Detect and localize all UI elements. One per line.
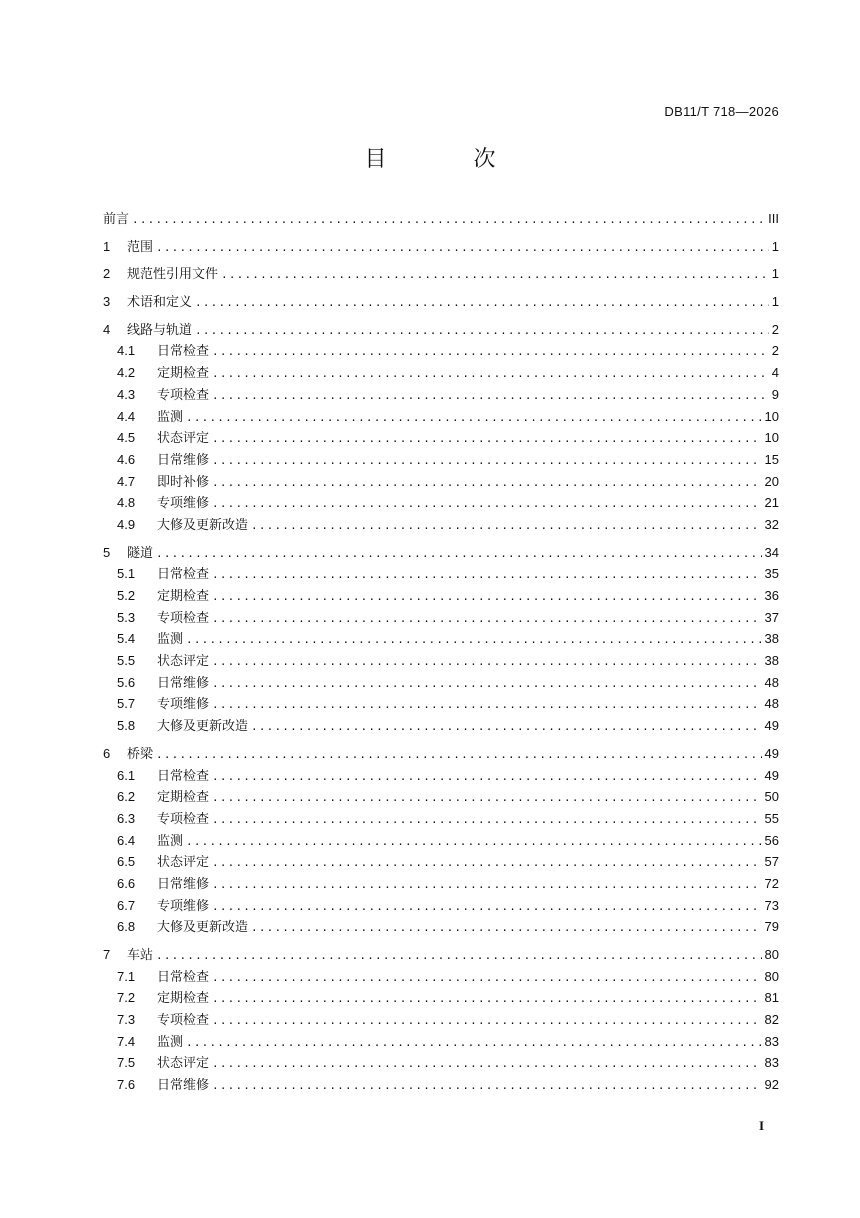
toc-entry[interactable] [103, 715, 779, 737]
toc-leader-dots [221, 264, 769, 286]
toc-entry-label: 大修及更新改造 [157, 719, 249, 735]
toc-leader-dots [251, 917, 762, 939]
toc-entry-number: 7.1 [117, 968, 136, 984]
toc-entry-number: 4.5 [117, 430, 136, 446]
toc-entry-label: 状态评定 [157, 654, 210, 670]
toc-entry-page: 34 [764, 544, 779, 560]
toc-entry-label: 状态评定 [157, 855, 210, 871]
toc-entry-page: 80 [764, 947, 779, 962]
toc-entry-page: 72 [764, 875, 779, 891]
toc-entry[interactable] [103, 1052, 779, 1074]
toc-leader-dots [251, 716, 762, 738]
toc-entry-number: 5.7 [117, 696, 136, 712]
toc-entry-page: 48 [764, 674, 779, 690]
toc-entry-number: 6.6 [117, 875, 136, 891]
toc-entry-number: 4.2 [117, 365, 136, 381]
toc-entry-page: 36 [764, 588, 779, 603]
toc-entry[interactable] [103, 786, 779, 808]
toc-leader-dots [212, 673, 762, 695]
document-code: DB11/T 718—2026 [664, 104, 779, 119]
toc-leader-dots [212, 852, 762, 874]
toc-entry-page: 83 [764, 1033, 779, 1049]
toc-entry-label: 大修及更新改造 [157, 920, 249, 936]
toc-entry-page: 9 [771, 386, 779, 402]
toc-entry-page: 10 [764, 408, 779, 424]
toc-entry-label: 专项检查 [157, 811, 210, 827]
page-number: I [758, 1118, 764, 1133]
toc-leader-dots [212, 896, 762, 918]
toc-entry-page: 48 [764, 696, 779, 712]
toc-entry-label: 日常维修 [157, 1078, 210, 1094]
toc-entry[interactable] [103, 362, 779, 384]
toc-entry-number: 5.6 [117, 674, 136, 690]
toc-entry-label: 车站 [127, 948, 154, 963]
toc-leader-dots [186, 831, 762, 853]
toc-entry[interactable] [103, 895, 779, 917]
toc-entry[interactable] [103, 944, 779, 966]
toc-leader-dots [212, 385, 769, 407]
toc-entry[interactable] [103, 427, 779, 449]
toc-entry-label: 日常检查 [157, 567, 210, 583]
toc-entry-number: 7.4 [117, 1033, 136, 1049]
toc-leader-dots [212, 564, 762, 586]
toc-leader-dots [156, 237, 769, 259]
toc-entry-label: 定期检查 [157, 589, 210, 604]
toc-entry[interactable] [103, 563, 779, 585]
toc-entry[interactable] [103, 236, 779, 258]
toc-entry[interactable] [103, 830, 779, 852]
toc-entry[interactable] [103, 672, 779, 694]
toc-entry-label: 状态评定 [157, 1056, 210, 1072]
toc-entry-number: 4.9 [117, 516, 136, 532]
toc-entry-number: 6.8 [117, 919, 136, 935]
toc-leader-dots [195, 292, 769, 314]
toc-entry-label: 桥梁 [127, 746, 154, 762]
toc-entry-label: 定期检查 [157, 991, 210, 1007]
toc-entry-page: 32 [764, 516, 779, 532]
toc-entry-page: 49 [764, 718, 779, 734]
toc-entry-label: 定期检查 [157, 366, 210, 382]
toc-entry-label: 隧道 [127, 545, 154, 561]
toc-entry-page: 50 [764, 789, 779, 805]
toc-entry[interactable] [103, 808, 779, 830]
toc-entry-page: 82 [764, 1012, 779, 1028]
toc-leader-dots [212, 363, 769, 385]
toc-entry-label: 监测 [157, 1034, 184, 1050]
toc-entry-page: 38 [764, 631, 779, 647]
toc-entry-number: 5.3 [117, 609, 136, 625]
toc-entry-label: 定期检查 [157, 790, 210, 806]
toc-entry-number: 3 [103, 294, 111, 310]
toc-leader-dots [195, 320, 769, 342]
toc-entry-number: 5 [103, 544, 111, 560]
toc-entry[interactable] [103, 384, 779, 406]
toc-leader-dots [212, 586, 762, 608]
toc-entry-page: 21 [764, 495, 779, 511]
toc-leader-dots [212, 1010, 762, 1032]
toc-entry-page: 38 [764, 653, 779, 669]
toc-entry-number: 4.8 [117, 495, 136, 511]
toc-entry-label: 专项检查 [157, 610, 210, 626]
toc-entry-page: 83 [764, 1055, 779, 1071]
toc-entry-label: 即时补修 [157, 474, 210, 490]
toc-entry[interactable] [103, 873, 779, 895]
toc-entry[interactable] [103, 650, 779, 672]
toc-entry-number: 2 [103, 266, 111, 282]
toc-entry-page: 73 [764, 897, 779, 913]
toc-leader-dots [156, 945, 762, 967]
toc-entry-page: 4 [771, 365, 779, 381]
toc-entry-number: 7.5 [117, 1055, 136, 1071]
toc-entry[interactable] [103, 406, 779, 428]
toc-leader-dots [212, 967, 762, 989]
toc-entry-label: 日常维修 [157, 876, 210, 892]
toc-entry[interactable] [103, 765, 779, 787]
toc-entry[interactable] [103, 693, 779, 715]
toc-entry-page: 2 [771, 343, 779, 359]
toc-entry-number: 6.1 [117, 767, 136, 783]
toc-entry[interactable] [103, 743, 779, 765]
toc-entry-page: 37 [764, 609, 779, 625]
toc-entry-page: 49 [764, 745, 779, 761]
toc-entry-number: 6 [103, 745, 111, 761]
toc-entry[interactable] [103, 263, 779, 285]
table-of-contents [103, 208, 779, 1096]
toc-entry-page: 35 [764, 566, 779, 582]
toc-entry-page: 1 [771, 238, 779, 254]
toc-entry-number: 6.3 [117, 810, 136, 826]
toc-entry-page: 57 [764, 854, 779, 870]
toc-entry-label: 监测 [157, 632, 184, 648]
toc-entry-number: 7.6 [117, 1077, 136, 1093]
toc-leader-dots [186, 629, 762, 651]
toc-entry-page: 49 [764, 767, 779, 783]
toc-entry-number: 7 [103, 947, 111, 962]
toc-leader-dots [212, 651, 762, 673]
toc-entry[interactable] [103, 585, 779, 607]
toc-entry-label: 专项维修 [157, 898, 210, 914]
toc-leader-dots [212, 493, 762, 515]
toc-entry-label: 监测 [157, 833, 184, 849]
toc-entry-number: 4.7 [117, 473, 136, 489]
toc-entry-number: 5.1 [117, 566, 136, 582]
toc-entry[interactable] [103, 966, 779, 988]
toc-entry-page: 15 [764, 451, 779, 467]
toc-leader-dots [212, 809, 762, 831]
toc-entry-number: 5.4 [117, 631, 136, 647]
toc-entry-number: 6.7 [117, 897, 136, 913]
toc-entry-page: 10 [764, 430, 779, 446]
toc-entry[interactable] [103, 492, 779, 514]
toc-leader-dots [212, 874, 762, 896]
toc-entry-number: 7.2 [117, 990, 136, 1006]
toc-entry-label: 规范性引用文件 [127, 267, 219, 283]
toc-leader-dots [212, 608, 762, 630]
toc-entry-number: 4.4 [117, 408, 136, 424]
toc-entry-number: 7.3 [117, 1012, 136, 1028]
toc-entry[interactable] [103, 542, 779, 564]
toc-leader-dots [186, 407, 762, 429]
toc-entry-number: 5.5 [117, 653, 136, 669]
toc-entry-page: 1 [771, 266, 779, 282]
toc-entry-label: 日常维修 [157, 452, 210, 468]
toc-entry-page: 2 [771, 321, 779, 337]
toc-entry-number: 4.6 [117, 451, 136, 467]
toc-entry[interactable] [103, 291, 779, 313]
toc-leader-dots [212, 472, 762, 494]
toc-entry[interactable] [103, 987, 779, 1009]
toc-entry-label: 专项维修 [157, 697, 210, 713]
toc-entry[interactable] [103, 607, 779, 629]
toc-entry-label: 日常检查 [157, 344, 210, 360]
toc-entry-page: 81 [764, 990, 779, 1006]
toc-entry-label: 日常检查 [157, 768, 210, 784]
toc-leader-dots [212, 1053, 762, 1075]
toc-leader-dots [212, 450, 762, 472]
toc-entry-page: 80 [764, 968, 779, 984]
toc-entry-label: 范围 [127, 239, 154, 255]
toc-entry-page: 56 [764, 832, 779, 848]
toc-entry-label: 监测 [157, 409, 184, 425]
toc-entry[interactable] [103, 514, 779, 536]
toc-entry-number: 5.8 [117, 718, 136, 734]
toc-entry-label: 状态评定 [157, 431, 210, 447]
toc-entry[interactable] [103, 1009, 779, 1031]
toc-leader-dots [132, 209, 765, 231]
toc-entry-number: 6.2 [117, 789, 136, 805]
toc-leader-dots [212, 988, 762, 1010]
toc-leader-dots [212, 341, 769, 363]
toc-entry[interactable] [103, 340, 779, 362]
toc-entry-page: III [768, 211, 779, 226]
toc-entry-page: 79 [764, 919, 779, 935]
toc-entry-label: 日常维修 [157, 675, 210, 691]
toc-entry-label: 日常检查 [157, 969, 210, 985]
toc-entry-label: 线路与轨道 [127, 322, 193, 338]
toc-entry-number: 5.2 [117, 588, 136, 603]
toc-entry[interactable] [103, 449, 779, 471]
toc-entry-label: 术语和定义 [127, 295, 193, 311]
toc-entry[interactable] [103, 628, 779, 650]
toc-entry-page: 55 [764, 810, 779, 826]
page-title: 目 次 [364, 147, 536, 172]
toc-leader-dots [212, 694, 762, 716]
toc-entry-label: 专项检查 [157, 387, 210, 403]
toc-leader-dots [156, 543, 762, 565]
toc-entry-page: 92 [764, 1077, 779, 1093]
toc-leader-dots [212, 1075, 762, 1097]
toc-entry[interactable] [103, 851, 779, 873]
toc-entry-number: 4.3 [117, 386, 136, 402]
toc-entry[interactable] [103, 1074, 779, 1096]
toc-entry[interactable] [103, 208, 779, 230]
toc-entry[interactable] [103, 1031, 779, 1053]
toc-entry-label: 专项维修 [157, 496, 210, 512]
toc-entry[interactable] [103, 916, 779, 938]
toc-leader-dots [212, 428, 762, 450]
toc-entry-label: 大修及更新改造 [157, 517, 249, 533]
toc-entry-number: 4.1 [117, 343, 136, 359]
toc-leader-dots [212, 787, 762, 809]
toc-leader-dots [212, 766, 762, 788]
toc-entry-page: 1 [771, 294, 779, 310]
toc-leader-dots [251, 515, 762, 537]
toc-entry[interactable] [103, 319, 779, 341]
toc-leader-dots [186, 1032, 762, 1054]
toc-entry-number: 6.5 [117, 854, 136, 870]
toc-entry-number: 4 [103, 321, 111, 337]
toc-entry-label: 专项检查 [157, 1013, 210, 1029]
toc-entry-number: 1 [103, 238, 111, 254]
toc-entry-label: 前言 [103, 212, 130, 227]
toc-entry-page: 20 [764, 473, 779, 489]
toc-entry-number: 6.4 [117, 832, 136, 848]
toc-entry[interactable] [103, 471, 779, 493]
toc-leader-dots [156, 744, 762, 766]
